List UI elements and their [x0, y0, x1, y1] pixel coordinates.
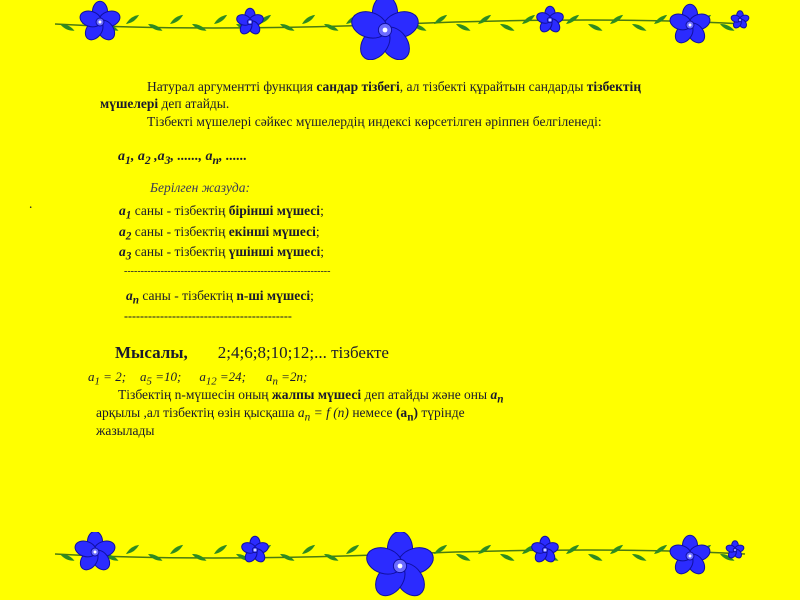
- seq-sep: ,: [130, 149, 138, 164]
- leaf-icon: [125, 543, 140, 555]
- seq-sep: ,: [150, 149, 158, 164]
- general-sub: n: [407, 411, 414, 424]
- term-mid: саны - тізбектің: [131, 224, 229, 239]
- sequence-notation: [118, 149, 247, 169]
- leaf-icon: [323, 22, 339, 32]
- val-a: a: [199, 369, 206, 384]
- leaf-icon: [653, 13, 668, 25]
- leaf-icon: [631, 22, 647, 32]
- leaf-icon: [125, 13, 140, 25]
- seq-a: a: [157, 149, 165, 164]
- leaf-icon: [477, 543, 492, 555]
- general-a: a: [490, 387, 498, 402]
- general-a: a: [297, 405, 305, 420]
- leaf-icon: [433, 543, 448, 555]
- flower-icon: [668, 4, 712, 46]
- leaf-icon: [213, 13, 228, 25]
- val-rest: =2n;: [277, 369, 308, 384]
- leaf-icon: [345, 543, 360, 555]
- term-sub: 1: [125, 209, 132, 222]
- seq-a: a: [118, 149, 125, 164]
- term-a: a: [119, 224, 126, 239]
- seq-tail: , ......: [218, 149, 247, 164]
- dash-separator: --------------------------------------------------------------: [124, 266, 331, 277]
- term-mid: саны - тізбектің: [131, 203, 229, 218]
- leaf-icon: [169, 543, 184, 555]
- general-bold: жалпы мүшесі: [271, 387, 362, 402]
- dash-separator-bold: ------------------------------------------: [124, 309, 292, 323]
- given-heading: Берілген жазуда:: [150, 180, 251, 195]
- leaf-icon: [213, 543, 228, 555]
- leaf-icon: [499, 22, 515, 32]
- flower-icon: [535, 6, 564, 34]
- bottom-flower-garland: [0, 532, 800, 600]
- val-sub: 1: [94, 375, 100, 388]
- term-mid: саны - тізбектің: [131, 244, 229, 259]
- general-sub: n: [497, 393, 504, 406]
- term-row-3: [119, 244, 324, 265]
- term-sub: n: [132, 294, 140, 307]
- general-paren: (a: [395, 405, 408, 420]
- leaf-icon: [499, 552, 515, 562]
- general-sub: n: [304, 411, 311, 424]
- term-end: ;: [320, 244, 324, 259]
- leaf-icon: [301, 13, 316, 25]
- leaf-icon: [631, 552, 647, 562]
- val-rest: =10;: [151, 369, 182, 384]
- val-sub: 12: [205, 375, 217, 388]
- seq-a: a: [205, 149, 213, 164]
- term-sequence: сандар тізбегі: [316, 79, 400, 94]
- general-text: Тізбектің n-мүшесін оның: [118, 387, 272, 402]
- flower-icon: [668, 535, 712, 577]
- intro-line-2: [100, 96, 229, 112]
- term-sub: 3: [125, 250, 132, 263]
- term-end: ;: [315, 224, 320, 239]
- leaf-icon: [477, 13, 492, 25]
- bullet-dot: .: [29, 196, 33, 211]
- term-sequence-of: тізбектің: [586, 79, 642, 94]
- general-text: деп атайды және оны: [361, 387, 491, 402]
- val-sub: n: [272, 375, 278, 388]
- term-a: a: [119, 203, 126, 218]
- term-bold: n-ші мүшесі: [236, 288, 311, 303]
- leaf-icon: [455, 552, 471, 562]
- val-rest: = 2;: [99, 369, 127, 384]
- term-end: ;: [320, 203, 324, 218]
- seq-sub: n: [212, 153, 219, 167]
- seq-sub: 3: [164, 153, 171, 167]
- term-members: мүшелері: [100, 96, 159, 111]
- val-rest: =24;: [216, 369, 246, 384]
- intro-text: деп атайды.: [158, 96, 230, 111]
- general-eq: = f (n): [310, 405, 349, 420]
- example-sequence: 2;4;6;8;10;12;... тізбекте: [217, 343, 389, 362]
- val-a: a: [140, 369, 147, 384]
- flower-icon: [730, 11, 750, 30]
- leaf-icon: [521, 13, 536, 25]
- seq-sub: 1: [125, 153, 131, 167]
- seq-sep: , ......,: [170, 149, 206, 164]
- term-row-2: [119, 224, 320, 245]
- leaf-icon: [587, 22, 603, 32]
- top-flower-garland: [0, 0, 800, 60]
- leaf-icon: [587, 552, 603, 562]
- general-line-3: жазылады: [96, 423, 155, 438]
- leaf-icon: [323, 552, 339, 562]
- example-line: [115, 343, 389, 363]
- example-label: Мысалы,: [115, 343, 188, 362]
- leaf-icon: [169, 13, 184, 25]
- term-row-1: [119, 203, 324, 224]
- flower-icon: [78, 1, 122, 43]
- val-a: a: [88, 369, 95, 384]
- general-text: немесе: [348, 405, 396, 420]
- term-sub: 2: [125, 230, 132, 243]
- leaf-icon: [433, 13, 448, 25]
- flower-icon: [348, 0, 421, 60]
- leaf-icon: [301, 543, 316, 555]
- term-end: ;: [310, 288, 314, 303]
- term-mid: саны - тізбектің: [139, 288, 237, 303]
- leaf-icon: [455, 22, 471, 32]
- term-row-n: [126, 288, 314, 309]
- intro-text: , ал тізбекті құрайтын сандарды: [399, 79, 587, 94]
- intro-line-1: [147, 79, 641, 95]
- term-a: a: [126, 288, 133, 303]
- general-text: түрінде: [417, 405, 465, 420]
- term-a: a: [119, 244, 126, 259]
- flower-icon: [235, 8, 264, 36]
- general-paren: ): [413, 405, 418, 420]
- flower-icon: [363, 532, 436, 600]
- term-bold: үшінші мүшесі: [228, 244, 321, 259]
- seq-sub: 2: [144, 153, 151, 167]
- term-bold: бірінші мүшесі: [228, 203, 321, 218]
- flower-icon: [73, 532, 117, 573]
- seq-a: a: [137, 149, 145, 164]
- intro-line-3: Тізбекті мүшелері сәйкес мүшелердің индексі көрсетілген әріппен белгіленеді:: [147, 114, 602, 129]
- intro-text: Натурал аргументті функция: [147, 79, 317, 94]
- leaf-icon: [653, 543, 668, 555]
- term-bold: екінші мүшесі: [228, 224, 316, 239]
- val-sub: 5: [146, 375, 152, 388]
- general-text: арқылы ,ал тізбектің өзін қысқаша: [96, 405, 298, 420]
- val-a: a: [266, 369, 273, 384]
